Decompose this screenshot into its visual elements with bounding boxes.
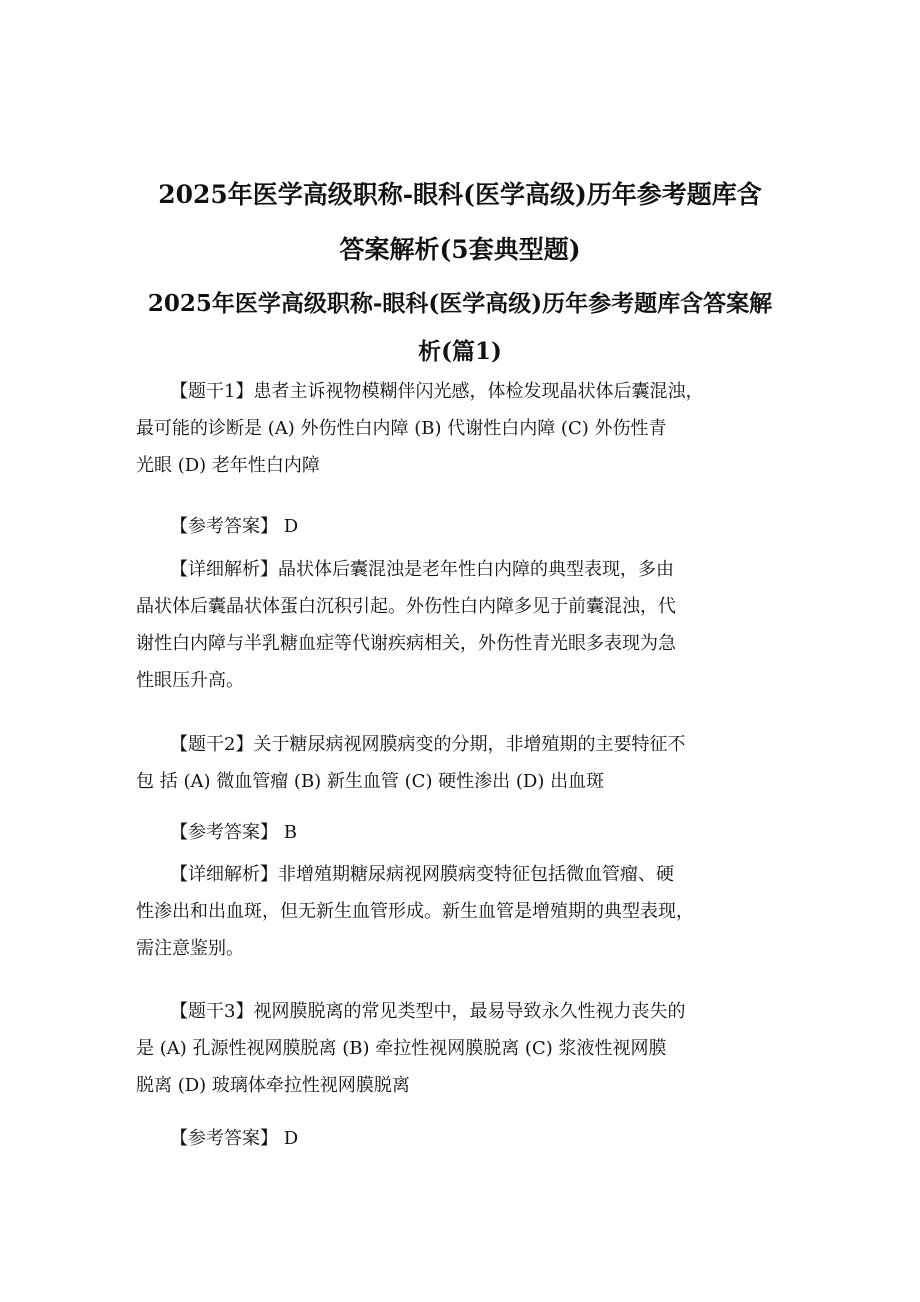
stem-line: 光眼 (D) 老年性白内障 [136, 455, 320, 476]
question-1-stem [136, 373, 796, 484]
question-1-answer [136, 508, 796, 545]
section-heading-line-1: 2025年医学高级职称-眼科(医学高级)历年参考题库含答案解 [147, 290, 773, 317]
analysis-line: 【详细解析】晶状体后囊混浊是老年性白内障的典型表现，多由 [170, 559, 674, 580]
stem-line: 脱离 (D) 玻璃体牵拉性视网膜脱离 [136, 1075, 410, 1096]
answer-line: 【参考答案】 D [170, 1128, 299, 1149]
answer-line: 【参考答案】 D [170, 516, 299, 537]
section-heading [0, 290, 920, 366]
question-1-analysis [136, 551, 796, 699]
stem-line: 【题干2】关于糖尿病视网膜病变的分期，非增殖期的主要特征不 [170, 734, 686, 755]
analysis-line: 需注意鉴别。 [136, 938, 244, 959]
stem-line: 是 (A) 孔源性视网膜脱离 (B) 牵拉性视网膜脱离 (C) 浆液性视网膜 [136, 1038, 667, 1059]
analysis-line: 晶状体后囊晶状体蛋白沉积引起。外伤性白内障多见于前囊混浊，代 [136, 596, 676, 617]
section-heading-line-2: 析(篇1) [418, 338, 502, 365]
analysis-line: 性眼压升高。 [136, 670, 244, 691]
stem-line: 【题干3】视网膜脱离的常见类型中，最易导致永久性视力丧失的 [170, 1001, 686, 1022]
question-2-stem [136, 726, 796, 800]
analysis-line: 【详细解析】非增殖期糖尿病视网膜病变特征包括微血管瘤、硬 [170, 864, 674, 885]
question-2-answer [136, 814, 796, 851]
stem-line: 最可能的诊断是 (A) 外伤性白内障 (B) 代谢性白内障 (C) 外伤性青 [136, 418, 667, 439]
analysis-line: 谢性白内障与半乳糖血症等代谢疾病相关，外伤性青光眼多表现为急 [136, 633, 676, 654]
document-title [0, 180, 920, 265]
question-3-stem [136, 993, 796, 1104]
title-line-1: 2025年医学高级职称-眼科(医学高级)历年参考题库含 [158, 180, 762, 209]
stem-line: 包 括 (A) 微血管瘤 (B) 新生血管 (C) 硬性渗出 (D) 出血斑 [136, 771, 605, 792]
title-line-2: 答案解析(5套典型题) [339, 235, 581, 264]
question-3-answer [136, 1120, 796, 1157]
question-2-analysis [136, 856, 796, 967]
answer-line: 【参考答案】 B [170, 822, 297, 843]
stem-line: 【题干1】患者主诉视物模糊伴闪光感，体检发现晶状体后囊混浊， [170, 381, 704, 402]
analysis-line: 性渗出和出血斑，但无新生血管形成。新生血管是增殖期的典型表现， [136, 901, 694, 922]
